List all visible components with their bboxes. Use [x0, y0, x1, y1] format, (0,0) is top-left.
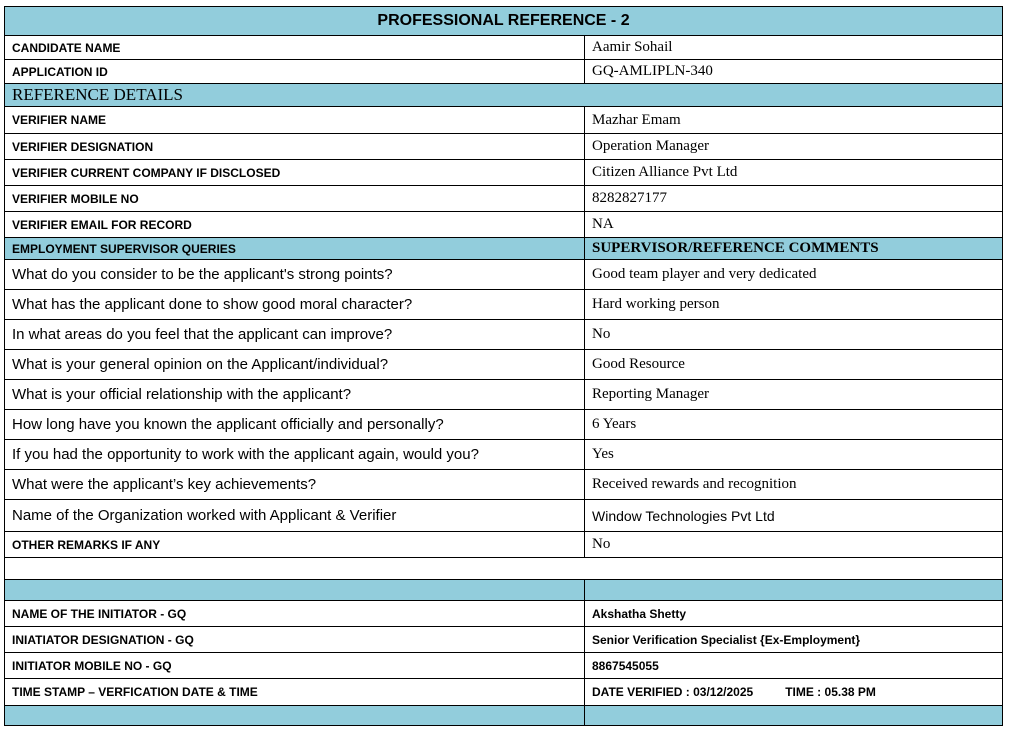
verifier-name-row — [5, 107, 1003, 134]
query-answer: Window Technologies Pvt Ltd — [585, 500, 1003, 532]
application-id-value: GQ-AMLIPLN-340 — [585, 60, 1003, 84]
initiator-mobile-row — [5, 653, 1003, 679]
verifier-company-row — [5, 160, 1003, 186]
query-answer: Received rewards and recognition — [585, 470, 1003, 500]
candidate-name-row — [5, 36, 1003, 60]
query-answer: Reporting Manager — [585, 380, 1003, 410]
initiator-mobile-label: INITIATOR MOBILE NO - GQ — [5, 653, 585, 679]
query-answer: Good Resource — [585, 350, 1003, 380]
footer-band-left — [5, 706, 585, 726]
other-remarks-row — [5, 532, 1003, 558]
verifier-mobile-label: VERIFIER MOBILE NO — [5, 186, 585, 212]
query-answer: 6 Years — [585, 410, 1003, 440]
verifier-name-value: Mazhar Emam — [585, 107, 1003, 134]
verifier-email-row — [5, 212, 1003, 238]
verifier-mobile-value: 8282827177 — [585, 186, 1003, 212]
query-question: If you had the opportunity to work with the applicant again, would you? — [5, 440, 585, 470]
spacer-row — [5, 558, 1003, 580]
query-row — [5, 410, 1003, 440]
query-row — [5, 500, 1003, 532]
time-verified: TIME : 05.38 PM — [785, 685, 876, 699]
queries-header-left: EMPLOYMENT SUPERVISOR QUERIES — [5, 238, 585, 260]
initiator-band — [5, 580, 1003, 601]
candidate-name-value: Aamir Sohail — [585, 36, 1003, 60]
date-verified: DATE VERIFIED : 03/12/2025 — [592, 685, 754, 699]
query-row — [5, 380, 1003, 410]
reference-details-heading: REFERENCE DETAILS — [5, 84, 1003, 107]
timestamp-value — [585, 679, 1003, 706]
query-answer: Hard working person — [585, 290, 1003, 320]
verifier-designation-value: Operation Manager — [585, 134, 1003, 160]
initiator-name-label: NAME OF THE INITIATOR - GQ — [5, 601, 585, 627]
verifier-email-label: VERIFIER EMAIL FOR RECORD — [5, 212, 585, 238]
verifier-mobile-row — [5, 186, 1003, 212]
initiator-name-value: Akshatha Shetty — [585, 601, 1003, 627]
title-row — [5, 7, 1003, 36]
timestamp-row — [5, 679, 1003, 706]
query-answer: Yes — [585, 440, 1003, 470]
reference-details-band — [5, 84, 1003, 107]
initiator-designation-row — [5, 627, 1003, 653]
queries-header-right: SUPERVISOR/REFERENCE COMMENTS — [585, 238, 1003, 260]
form-title: PROFESSIONAL REFERENCE - 2 — [5, 7, 1003, 36]
candidate-name-label: CANDIDATE NAME — [5, 36, 585, 60]
initiator-band-right — [585, 580, 1003, 601]
verifier-company-label: VERIFIER CURRENT COMPANY IF DISCLOSED — [5, 160, 585, 186]
query-answer: Good team player and very dedicated — [585, 260, 1003, 290]
initiator-mobile-value: 8867545055 — [585, 653, 1003, 679]
query-row — [5, 440, 1003, 470]
query-answer: No — [585, 320, 1003, 350]
query-question: How long have you known the applicant officially and personally? — [5, 410, 585, 440]
initiator-band-left — [5, 580, 585, 601]
spacer-cell — [5, 558, 1003, 580]
query-row — [5, 470, 1003, 500]
query-row — [5, 290, 1003, 320]
timestamp-label: TIME STAMP – VERFICATION DATE & TIME — [5, 679, 585, 706]
verifier-company-value: Citizen Alliance Pvt Ltd — [585, 160, 1003, 186]
initiator-name-row — [5, 601, 1003, 627]
application-id-label: APPLICATION ID — [5, 60, 585, 84]
query-question: What do you consider to be the applicant's strong points? — [5, 260, 585, 290]
query-row — [5, 260, 1003, 290]
query-question: What were the applicant’s key achievements? — [5, 470, 585, 500]
query-question: What is your general opinion on the Applicant/individual? — [5, 350, 585, 380]
query-question: Name of the Organization worked with Applicant & Verifier — [5, 500, 585, 532]
verifier-designation-row — [5, 134, 1003, 160]
verifier-name-label: VERIFIER NAME — [5, 107, 585, 134]
footer-band-right — [585, 706, 1003, 726]
query-row — [5, 320, 1003, 350]
initiator-designation-value: Senior Verification Specialist {Ex-Employment} — [585, 627, 1003, 653]
other-remarks-label: OTHER REMARKS IF ANY — [5, 532, 585, 558]
initiator-designation-label: INIATIATOR DESIGNATION - GQ — [5, 627, 585, 653]
reference-form-table — [4, 6, 1003, 726]
query-question: In what areas do you feel that the applicant can improve? — [5, 320, 585, 350]
verifier-designation-label: VERIFIER DESIGNATION — [5, 134, 585, 160]
other-remarks-value: No — [585, 532, 1003, 558]
verifier-email-value: NA — [585, 212, 1003, 238]
footer-band — [5, 706, 1003, 726]
query-row — [5, 350, 1003, 380]
application-id-row — [5, 60, 1003, 84]
query-question: What is your official relationship with the applicant? — [5, 380, 585, 410]
query-question: What has the applicant done to show good moral character? — [5, 290, 585, 320]
queries-header-band — [5, 238, 1003, 260]
